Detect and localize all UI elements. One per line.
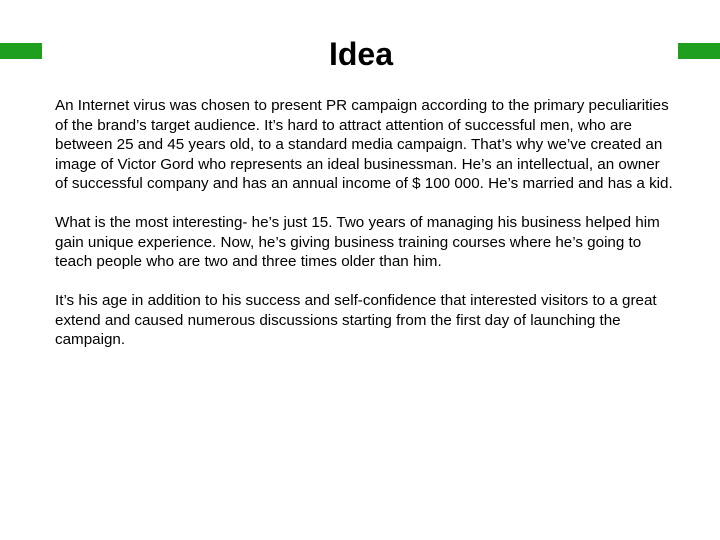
paragraph-intro: An Internet virus was chosen to present PR campaign according to the primary peculiarities of the brand’s target audience. It’s hard to attract attention of successful men, who are between 25 and 45 years old, to a standard media campaign. That’s why we’ve created an image of Victor Gord who represents an ideal businessman. He’s an intellectual, an owner of successful company and has an annual income of $ 100 000. He’s married and has a kid. <box>55 97 673 192</box>
slide-title: Idea <box>328 36 394 72</box>
paragraph-result: It’s his age in addition to his success and self-confidence that interested visitors to a great extend and caused numerous discussions starting from the first day of launching the campaign. <box>55 292 657 348</box>
slide-body <box>55 96 675 369</box>
paragraph-age: What is the most interesting- he’s just 15. Two years of managing his business helped him gain unique experience. Now, he’s giving business training courses where he’s going to teach people who are two and three times older than him. <box>55 214 660 270</box>
